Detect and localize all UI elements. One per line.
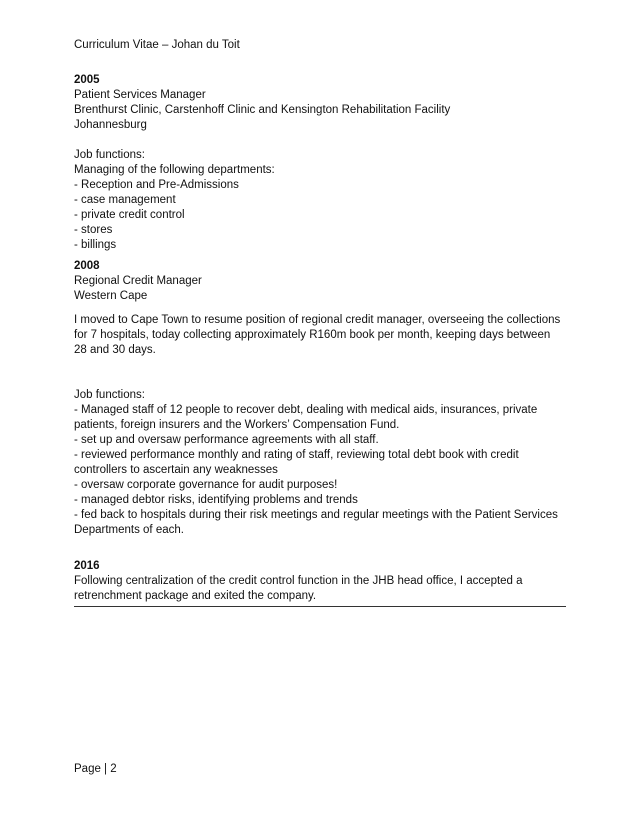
section-year: 2005 xyxy=(74,74,100,86)
function-item: - case management xyxy=(74,194,176,206)
cv-content xyxy=(74,73,566,607)
page-number: Page | 2 xyxy=(74,763,117,775)
functions-heading: Job functions: xyxy=(74,149,145,161)
location: Western Cape xyxy=(74,290,148,302)
page-header: Curriculum Vitae – Johan du Toit xyxy=(74,39,240,51)
employer: Brenthurst Clinic, Carstenhoff Clinic and Kensington Rehabilitation Facility xyxy=(74,104,451,116)
function-item: - Managed staff of 12 people to recover debt, dealing with medical aids, insurances, private patients, foreign insurers and the Workers’ Compensation Fund. xyxy=(74,404,538,431)
function-item: - Reception and Pre-Admissions xyxy=(74,179,239,191)
function-item: - set up and oversaw performance agreements with all staff. xyxy=(74,434,379,446)
role-description: I moved to Cape Town to resume position of regional credit manager, overseeing the collections for 7 hospitals, today collecting approximately R160m book per month, keeping days between 28 and 30 days. xyxy=(74,314,561,356)
function-item: - reviewed performance monthly and rating of staff, reviewing total debt book with credit controllers to ascertain any weaknesses xyxy=(74,449,519,476)
section-year: 2008 xyxy=(74,260,100,272)
role-description: Following centralization of the credit control function in the JHB head office, I accepted a retrenchment package and exited the company. xyxy=(74,575,523,602)
job-title: Patient Services Manager xyxy=(74,89,206,101)
section-2016 xyxy=(74,559,566,607)
section-year: 2016 xyxy=(74,560,100,572)
function-item: - stores xyxy=(74,224,113,236)
function-item: - private credit control xyxy=(74,209,185,221)
section-2005 xyxy=(74,73,566,253)
function-item: - managed debtor risks, identifying problems and trends xyxy=(74,494,358,506)
functions-intro: Managing of the following departments: xyxy=(74,164,275,176)
function-item: - fed back to hospitals during their risk meetings and regular meetings with the Patient Services Departments of each. xyxy=(74,509,558,536)
function-item: - oversaw corporate governance for audit purposes! xyxy=(74,479,338,491)
section-2008 xyxy=(74,259,566,538)
section-divider xyxy=(74,606,566,607)
function-item: - billings xyxy=(74,239,117,251)
location: Johannesburg xyxy=(74,119,147,131)
job-title: Regional Credit Manager xyxy=(74,275,202,287)
functions-heading: Job functions: xyxy=(74,389,145,401)
